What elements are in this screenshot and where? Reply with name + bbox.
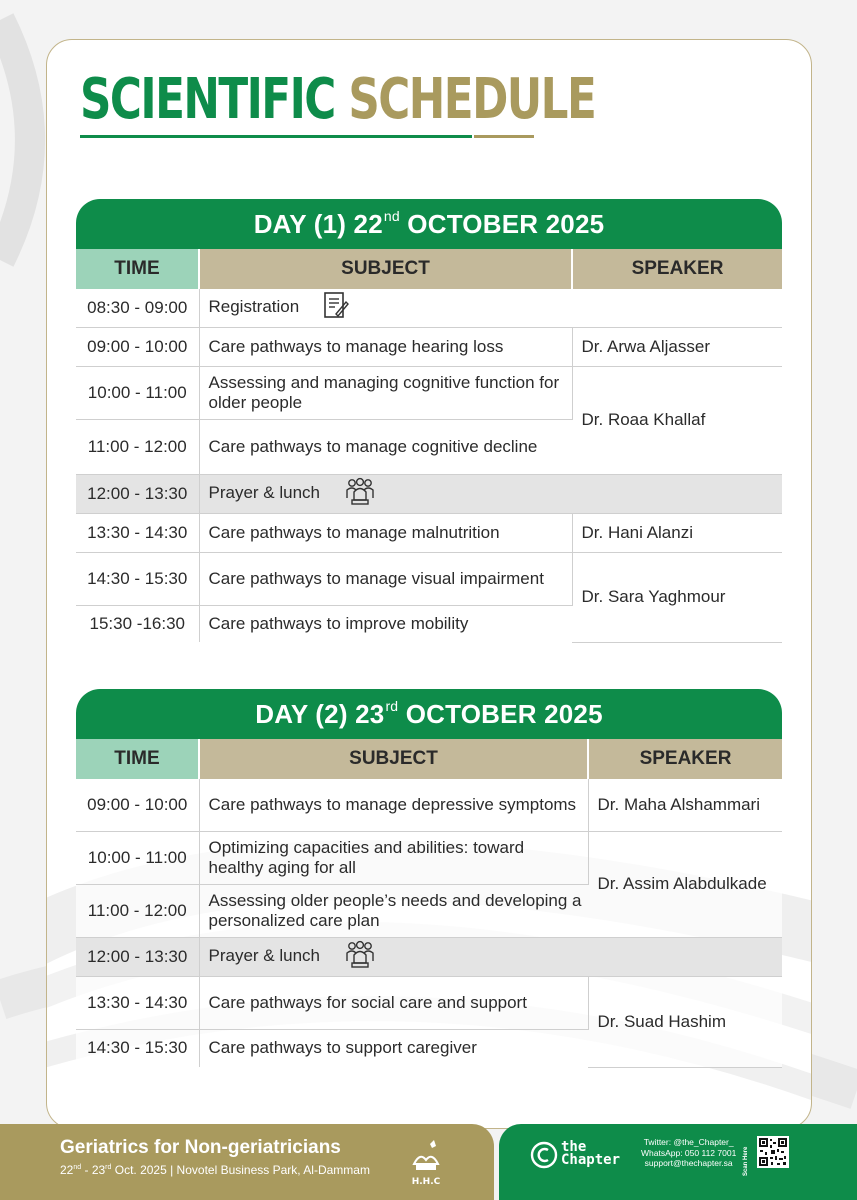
speaker-cell: Dr. Assim Alabdulkade (588, 831, 782, 937)
event-date-venue (60, 1163, 370, 1177)
subject-cell: Care pathways to improve mobility (199, 605, 572, 642)
subject-cell: Assessing older people’s needs and developing a personalized care plan (199, 884, 588, 937)
subject-cell: Care pathways to manage cognitive decline (199, 419, 572, 474)
time-cell: 08:30 - 09:00 (76, 289, 199, 327)
time-cell: 14:30 - 15:30 (76, 552, 199, 605)
title-word-schedule: SCHEDULE (348, 67, 596, 132)
day2-header (76, 689, 782, 739)
table-header-row (76, 249, 782, 289)
table-row-break (76, 474, 782, 513)
column-header-subject: SUBJECT (199, 739, 588, 779)
speaker-cell: Dr. Sara Yaghmour (572, 552, 782, 642)
subject-cell: Care pathways to support caregiver (199, 1029, 588, 1067)
date-end-suffix: rd (105, 1164, 112, 1171)
chapter-logo-icon (530, 1138, 560, 1172)
table-row (76, 366, 782, 419)
subject-text: Prayer & lunch (208, 945, 320, 965)
subject-cell: Care pathways for social care and support (199, 976, 588, 1029)
time-cell: 12:00 - 13:30 (76, 937, 199, 976)
contact-info (641, 1137, 736, 1169)
table-header-row (76, 739, 782, 779)
time-cell: 11:00 - 12:00 (76, 419, 199, 474)
footer-event-banner (0, 1124, 494, 1200)
speaker-cell: Dr. Hani Alanzi (572, 513, 782, 552)
time-cell: 11:00 - 12:00 (76, 884, 199, 937)
day1-title-suffix: nd (383, 208, 400, 224)
qr-code-icon[interactable] (757, 1136, 789, 1168)
subject-cell (199, 937, 782, 976)
table-row (76, 327, 782, 366)
table-row (76, 552, 782, 605)
table-row (76, 976, 782, 1029)
title-word-scientific: SCIENTIFIC (80, 67, 335, 132)
speaker-cell: Dr. Arwa Aljasser (572, 327, 782, 366)
group-people-icon (343, 939, 377, 974)
date-end: - 23 (81, 1163, 106, 1177)
date-start: 22 (60, 1163, 74, 1177)
support-email[interactable]: support@thechapter.sa (644, 1158, 733, 1168)
chapter-line2: Chapter (561, 1152, 621, 1168)
subject-cell: Care pathways to manage depressive symptoms (199, 779, 588, 831)
subject-cell: Optimizing capacities and abilities: toward healthy aging for all (199, 831, 588, 884)
time-cell: 09:00 - 10:00 (76, 327, 199, 366)
title-underline-gold (474, 135, 534, 138)
subject-cell: Care pathways to manage hearing loss (199, 327, 572, 366)
day1-title-prefix: DAY (1) 22 (253, 209, 383, 239)
day1-header (76, 199, 782, 249)
time-cell: 10:00 - 11:00 (76, 831, 199, 884)
subject-cell: Assessing and managing cognitive function for older people (199, 366, 572, 419)
speaker-cell: Dr. Roaa Khallaf (572, 366, 782, 474)
date-start-suffix: nd (73, 1164, 82, 1171)
time-cell: 13:30 - 14:30 (76, 976, 199, 1029)
group-people-icon (343, 476, 377, 511)
hhc-logo-text: H.H.C (411, 1177, 441, 1187)
subject-text: Prayer & lunch (208, 482, 320, 502)
event-title: Geriatrics for Non-geriatricians (60, 1137, 341, 1158)
day2-title-rest: OCTOBER 2025 (405, 699, 603, 729)
table-row (76, 289, 782, 327)
subject-cell (199, 474, 782, 513)
time-cell: 13:30 - 14:30 (76, 513, 199, 552)
time-cell: 15:30 -16:30 (76, 605, 199, 642)
chapter-logo-text (561, 1141, 620, 1167)
speaker-cell: Dr. Suad Hashim (588, 976, 782, 1067)
day2-table (76, 739, 782, 1068)
subject-text: Registration (208, 297, 300, 317)
title-underline-green (80, 135, 472, 138)
time-cell: 14:30 - 15:30 (76, 1029, 199, 1067)
day1-section (76, 199, 782, 643)
footer-organizer-banner (499, 1124, 857, 1200)
table-row-break (76, 937, 782, 976)
column-header-speaker: SPEAKER (572, 249, 782, 289)
scan-here-label: Scan Here (743, 1146, 749, 1176)
registration-icon (322, 291, 350, 324)
whatsapp-number[interactable]: WhatsApp: 050 112 7001 (641, 1147, 737, 1158)
day1-title-rest: OCTOBER 2025 (407, 209, 605, 239)
column-header-subject: SUBJECT (199, 249, 572, 289)
time-cell: 12:00 - 13:30 (76, 474, 199, 513)
chapter-line1: the (561, 1139, 587, 1155)
time-cell: 10:00 - 11:00 (76, 366, 199, 419)
column-header-speaker: SPEAKER (588, 739, 782, 779)
subject-cell: Care pathways to manage malnutrition (199, 513, 572, 552)
table-row (76, 779, 782, 831)
column-header-time: TIME (76, 249, 199, 289)
subject-cell (199, 289, 782, 327)
column-header-time: TIME (76, 739, 199, 779)
time-cell: 09:00 - 10:00 (76, 779, 199, 831)
hhc-logo (408, 1134, 444, 1190)
table-row (76, 831, 782, 884)
page-title (80, 67, 596, 132)
day1-table (76, 249, 782, 643)
day2-title-suffix: rd (385, 698, 399, 714)
date-venue-text: Oct. 2025 | Novotel Business Park, Al-Dammam (111, 1163, 370, 1177)
day2-title-prefix: DAY (2) 23 (255, 699, 385, 729)
day2-section (76, 689, 782, 1068)
speaker-cell: Dr. Maha Alshammari (588, 779, 782, 831)
twitter-handle[interactable]: Twitter: @the_Chapter_ (643, 1137, 734, 1147)
subject-cell: Care pathways to manage visual impairment (199, 552, 572, 605)
table-row (76, 513, 782, 552)
